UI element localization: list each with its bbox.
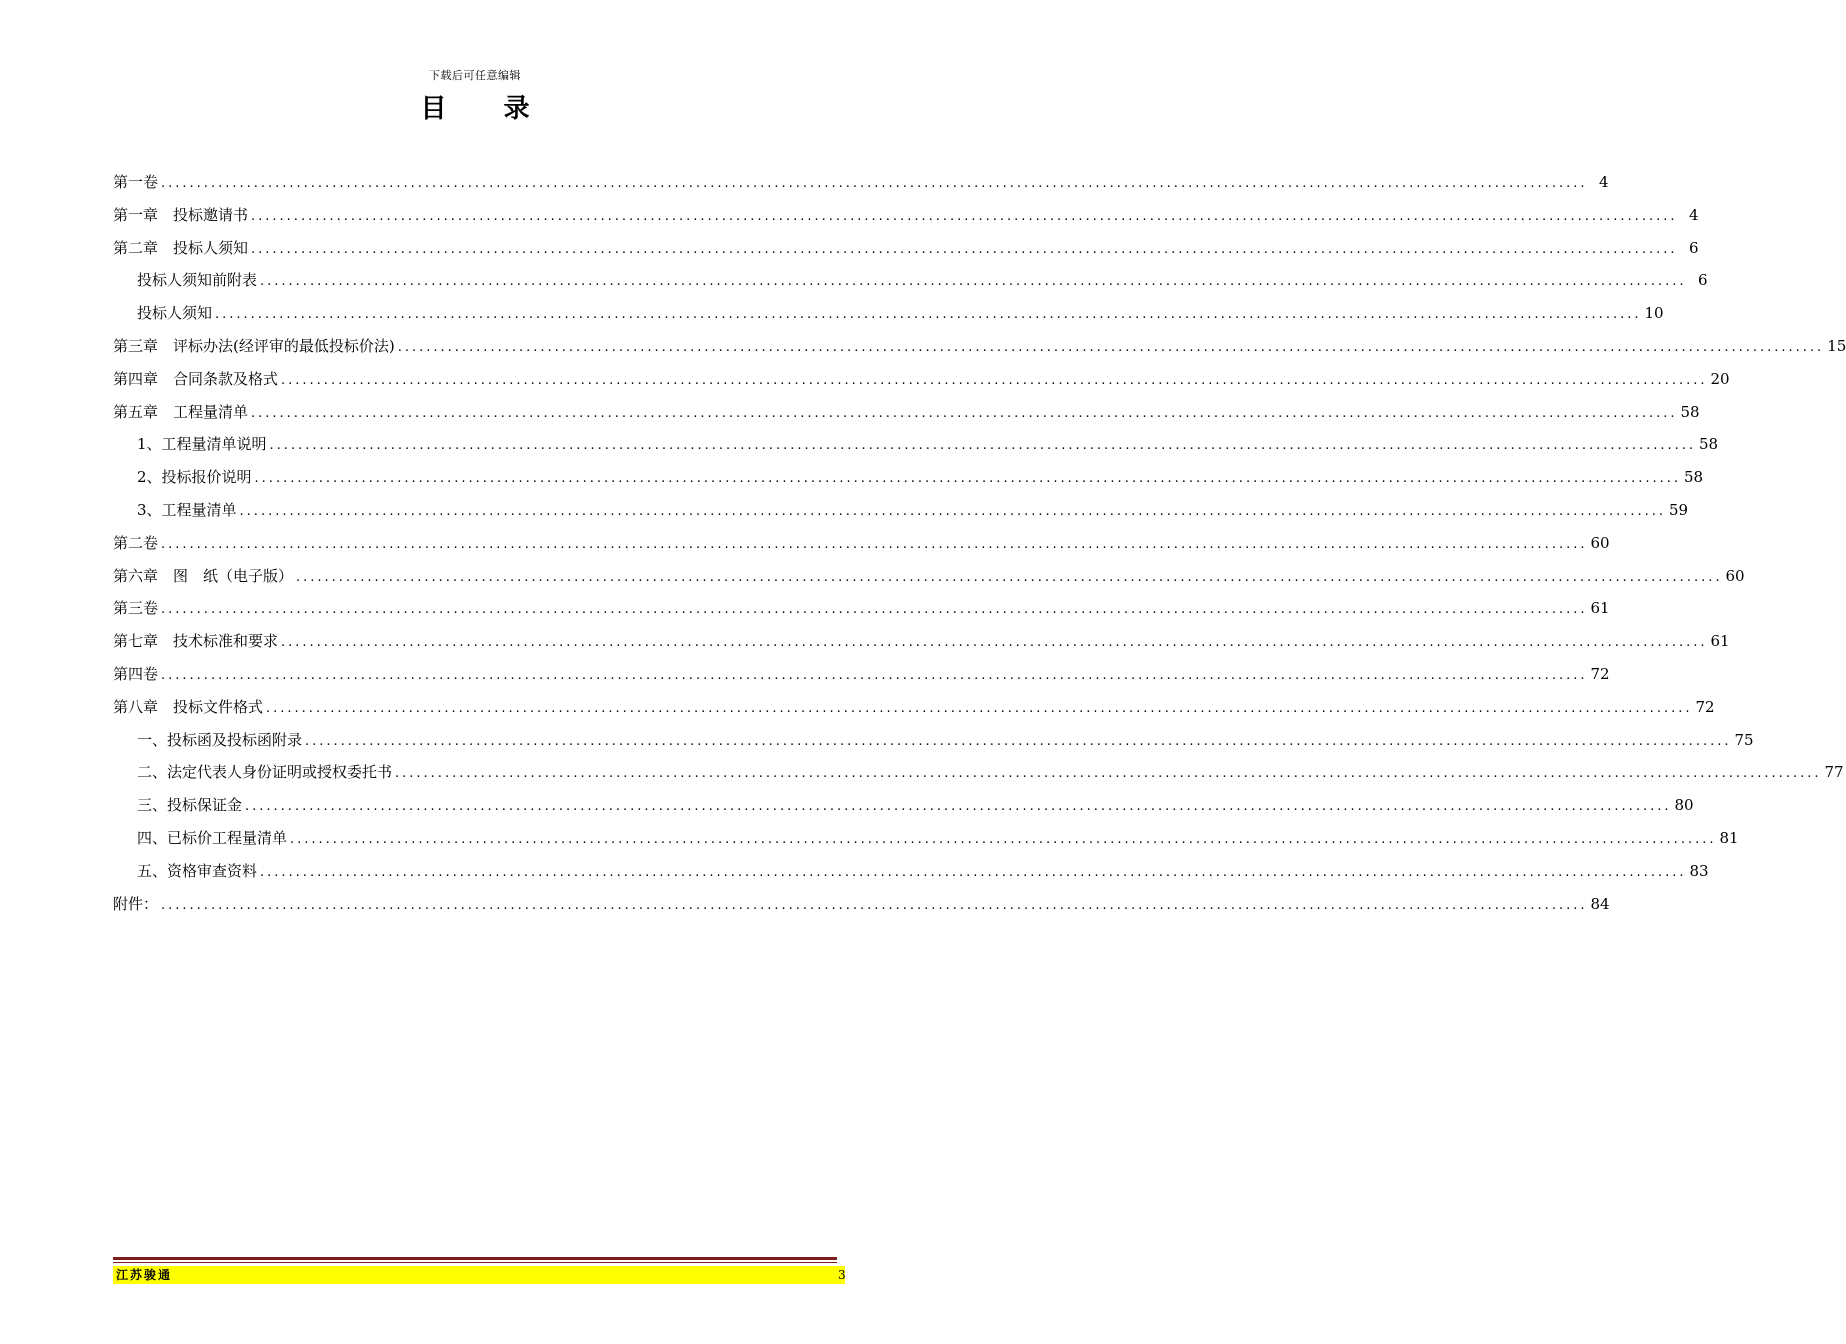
toc-leader-dots: ........................................................................................................................................................................................................: [266, 700, 1693, 716]
table-of-contents: [113, 166, 1846, 920]
toc-entry-page: 61: [1710, 632, 1730, 651]
toc-entry[interactable]: [113, 527, 1610, 560]
toc-entry-label: 第五章 工程量清单: [113, 402, 249, 421]
toc-entry-label: 三、投标保证金: [137, 796, 243, 815]
toc-entry-label: 2、投标报价说明: [137, 468, 252, 487]
footer-highlight-bar: [113, 1266, 845, 1284]
toc-entry[interactable]: [113, 560, 1745, 593]
toc-entry-label: 第三章 评标办法(经评审的最低投标价法): [113, 336, 395, 355]
toc-entry-page: 81: [1719, 828, 1739, 847]
toc-leader-dots: ........................................................................................................................................................................................................: [281, 635, 1708, 651]
toc-entry[interactable]: [113, 494, 1689, 527]
toc-leader-dots: ........................................................................................................................................................................................................: [161, 176, 1588, 191]
toc-entry-label: 二、法定代表人身份证明或授权委托书: [137, 763, 393, 782]
toc-entry-label: 3、工程量清单: [137, 500, 237, 519]
toc-entry[interactable]: [113, 428, 1719, 461]
toc-entry[interactable]: [113, 789, 1694, 822]
toc-leader-dots: ........................................................................................................................................................................................................: [239, 503, 1667, 519]
toc-entry[interactable]: [113, 297, 1664, 330]
toc-entry-label: 第一卷: [113, 173, 159, 191]
toc-entry-label: 一、投标函及投标函附录: [137, 730, 303, 749]
toc-leader-dots: ........................................................................................................................................................................................................: [296, 569, 1723, 585]
toc-entry-page: 72: [1590, 664, 1610, 683]
footer-company: 江苏骏通: [116, 1268, 173, 1282]
toc-entry-page: 4: [1688, 205, 1699, 224]
toc-leader-dots: ........................................................................................................................................................................................................: [245, 799, 1672, 815]
toc-entry-label: 第八章 投标文件格式: [113, 697, 264, 716]
toc-entry[interactable]: [113, 756, 1844, 789]
footer-rule: [113, 1257, 837, 1260]
toc-entry[interactable]: [113, 691, 1715, 724]
toc-title: 目 录: [420, 94, 554, 124]
footer-rule-thin: [113, 1262, 837, 1263]
toc-entry-label: 附件：: [113, 894, 159, 913]
toc-entry[interactable]: [113, 855, 1709, 888]
toc-leader-dots: ........................................................................................................................................................................................................: [269, 438, 1697, 454]
toc-entry[interactable]: [113, 625, 1730, 658]
toc-entry-page: 6: [1688, 238, 1699, 257]
toc-entry-label: 投标人须知前附表: [137, 271, 258, 290]
toc-entry-page: 75: [1734, 730, 1754, 749]
toc-leader-dots: ........................................................................................................................................................................................................: [397, 339, 1825, 355]
toc-entry[interactable]: [113, 592, 1610, 625]
toc-entry-page: 20: [1710, 369, 1730, 388]
toc-entry-label: 第四章 合同条款及格式: [113, 369, 279, 388]
toc-leader-dots: ........................................................................................................................................................................................................: [305, 733, 1732, 749]
toc-leader-dots: ........................................................................................................................................................................................................: [260, 864, 1687, 880]
toc-entry-label: 第四卷: [113, 664, 159, 683]
toc-entry-page: 6: [1697, 271, 1708, 290]
toc-entry-label: 1、工程量清单说明: [137, 435, 267, 454]
toc-leader-dots: ........................................................................................................................................................................................................: [215, 307, 1642, 323]
toc-entry[interactable]: [113, 363, 1730, 396]
header-note: 下载后可任意编辑: [429, 69, 521, 82]
toc-entry-page: 58: [1684, 468, 1704, 487]
toc-entry-page: 83: [1689, 861, 1709, 880]
toc-leader-dots: ........................................................................................................................................................................................................: [161, 667, 1588, 683]
toc-entry-page: 80: [1674, 796, 1694, 815]
toc-leader-dots: ........................................................................................................................................................................................................: [395, 766, 1822, 782]
toc-entry-label: 第二卷: [113, 533, 159, 552]
toc-entry-page: 59: [1669, 500, 1689, 519]
toc-entry-page: 61: [1590, 599, 1610, 618]
toc-leader-dots: ........................................................................................................................................................................................................: [251, 241, 1678, 257]
toc-entry[interactable]: [113, 724, 1754, 757]
toc-entry-label: 第三卷: [113, 599, 159, 618]
toc-entry[interactable]: [113, 232, 1699, 265]
toc-entry-label: 第七章 技术标准和要求: [113, 632, 279, 651]
toc-leader-dots: ........................................................................................................................................................................................................: [161, 536, 1588, 552]
toc-entry-label: 投标人须知: [137, 304, 213, 323]
toc-entry-page: 10: [1644, 304, 1664, 323]
toc-leader-dots: ........................................................................................................................................................................................................: [161, 897, 1588, 913]
toc-entry-page: 58: [1680, 402, 1700, 421]
toc-entry-page: 84: [1590, 894, 1610, 913]
toc-leader-dots: ........................................................................................................................................................................................................: [251, 208, 1678, 224]
toc-entry-label: 第六章 图 纸（电子版）: [113, 566, 294, 585]
toc-entry-page: 4: [1598, 173, 1609, 191]
toc-entry-label: 第一章 投标邀请书: [113, 205, 249, 224]
toc-leader-dots: ........................................................................................................................................................................................................: [260, 274, 1687, 290]
toc-entry[interactable]: [113, 330, 1846, 363]
toc-entry-label: 四、已标价工程量清单: [137, 828, 288, 847]
toc-leader-dots: ........................................................................................................................................................................................................: [281, 372, 1708, 388]
toc-entry[interactable]: [113, 396, 1700, 429]
toc-leader-dots: ........................................................................................................................................................................................................: [254, 471, 1682, 487]
toc-entry[interactable]: [113, 888, 1610, 921]
toc-entry[interactable]: [113, 166, 1609, 199]
toc-entry-page: 60: [1725, 566, 1745, 585]
toc-entry[interactable]: [113, 658, 1610, 691]
toc-entry[interactable]: [113, 822, 1739, 855]
toc-entry-page: 58: [1699, 435, 1719, 454]
footer-page-number: 3: [838, 1268, 846, 1282]
toc-leader-dots: ........................................................................................................................................................................................................: [251, 405, 1678, 421]
toc-leader-dots: ........................................................................................................................................................................................................: [290, 831, 1717, 847]
toc-entry-page: 72: [1695, 697, 1715, 716]
toc-entry-page: 15: [1827, 336, 1846, 355]
toc-entry-label: 五、资格审查资料: [137, 861, 258, 880]
toc-leader-dots: ........................................................................................................................................................................................................: [161, 602, 1588, 618]
toc-entry-label: 第二章 投标人须知: [113, 238, 249, 257]
toc-entry[interactable]: [113, 461, 1704, 494]
toc-entry-page: 77: [1824, 763, 1844, 782]
toc-entry[interactable]: [113, 264, 1708, 297]
toc-entry[interactable]: [113, 199, 1699, 232]
toc-entry-page: 60: [1590, 533, 1610, 552]
